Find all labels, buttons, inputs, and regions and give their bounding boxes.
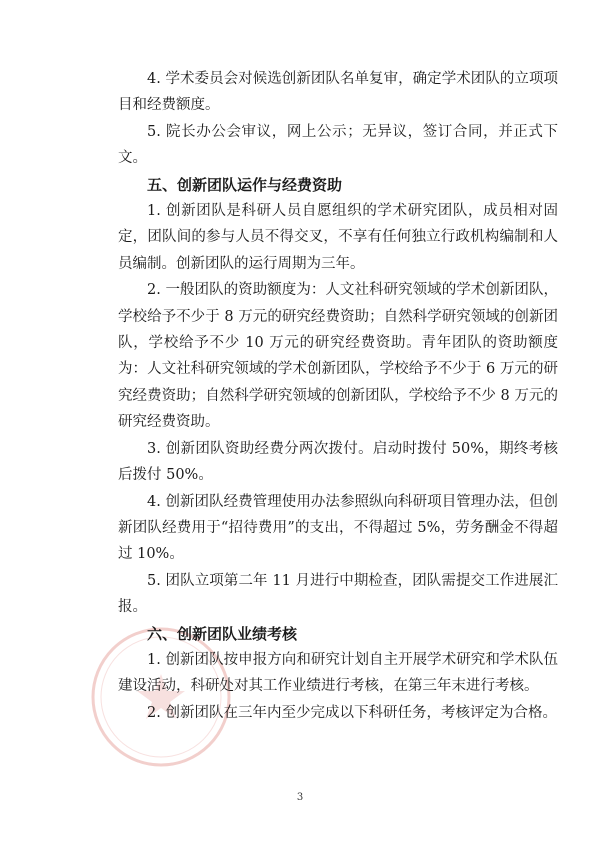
paragraph: 4. 创新团队经费管理使用办法参照纵向科研项目管理办法，但创新团队经费用于“招待费用”的支出，不得超过 5%，劳务酬金不得超过 10%。 — [118, 493, 558, 563]
paragraph: 5. 团队立项第二年 11 月进行中期检查，团队需提交工作进展汇报。 — [118, 572, 558, 616]
paragraph: 1. 创新团队按申报方向和研究计划自主开展学术研究和学术队伍建设活动，科研处对其工作业绩进行考核，在第三年末进行考核。 — [118, 651, 558, 695]
paragraph: 5. 院长办公会审议，网上公示；无异议，签订合同，并正式下文。 — [118, 123, 558, 167]
paragraph: 1. 创新团队是科研人员自愿组织的学术研究团队，成员相对固定，团队间的参与人员不得交叉，不享有任何独立行政机构编制和人员编制。创新团队的运行周期为三年。 — [118, 203, 558, 272]
paragraph: 3. 创新团队资助经费分两次拨付。启动时拨付 50%，期终考核后拨付 50%。 — [118, 440, 558, 484]
paragraph: 2. 创新团队在三年内至少完成以下科研任务，考核评定为合格。 — [147, 704, 557, 721]
section-heading: 五、创新团队运作与经费资助 — [147, 175, 343, 194]
paragraph: 4. 学术委员会对候选创新团队名单复审，确定学术团队的立项项目和经费额度。 — [118, 71, 558, 114]
section-heading: 六、创新团队业绩考核 — [147, 624, 298, 643]
page-number: 3 — [296, 792, 304, 803]
paragraph: 2. 一般团队的资助额度为：人文社科研究领域的学术创新团队，学校给予不少于 8 万元的研究经费资助；自然科学研究领域的创新团队，学校给予不少 10 万元的研究经费资助。青年团队的资助额度为：人文社科研究领域的学术创新团队，学校给予不少于 6 万元的研究经费资助；自然科学研究领域的创新团队，学校给予不少 8 万元的研究经费资助。 — [118, 282, 558, 431]
document-body — [118, 66, 558, 726]
